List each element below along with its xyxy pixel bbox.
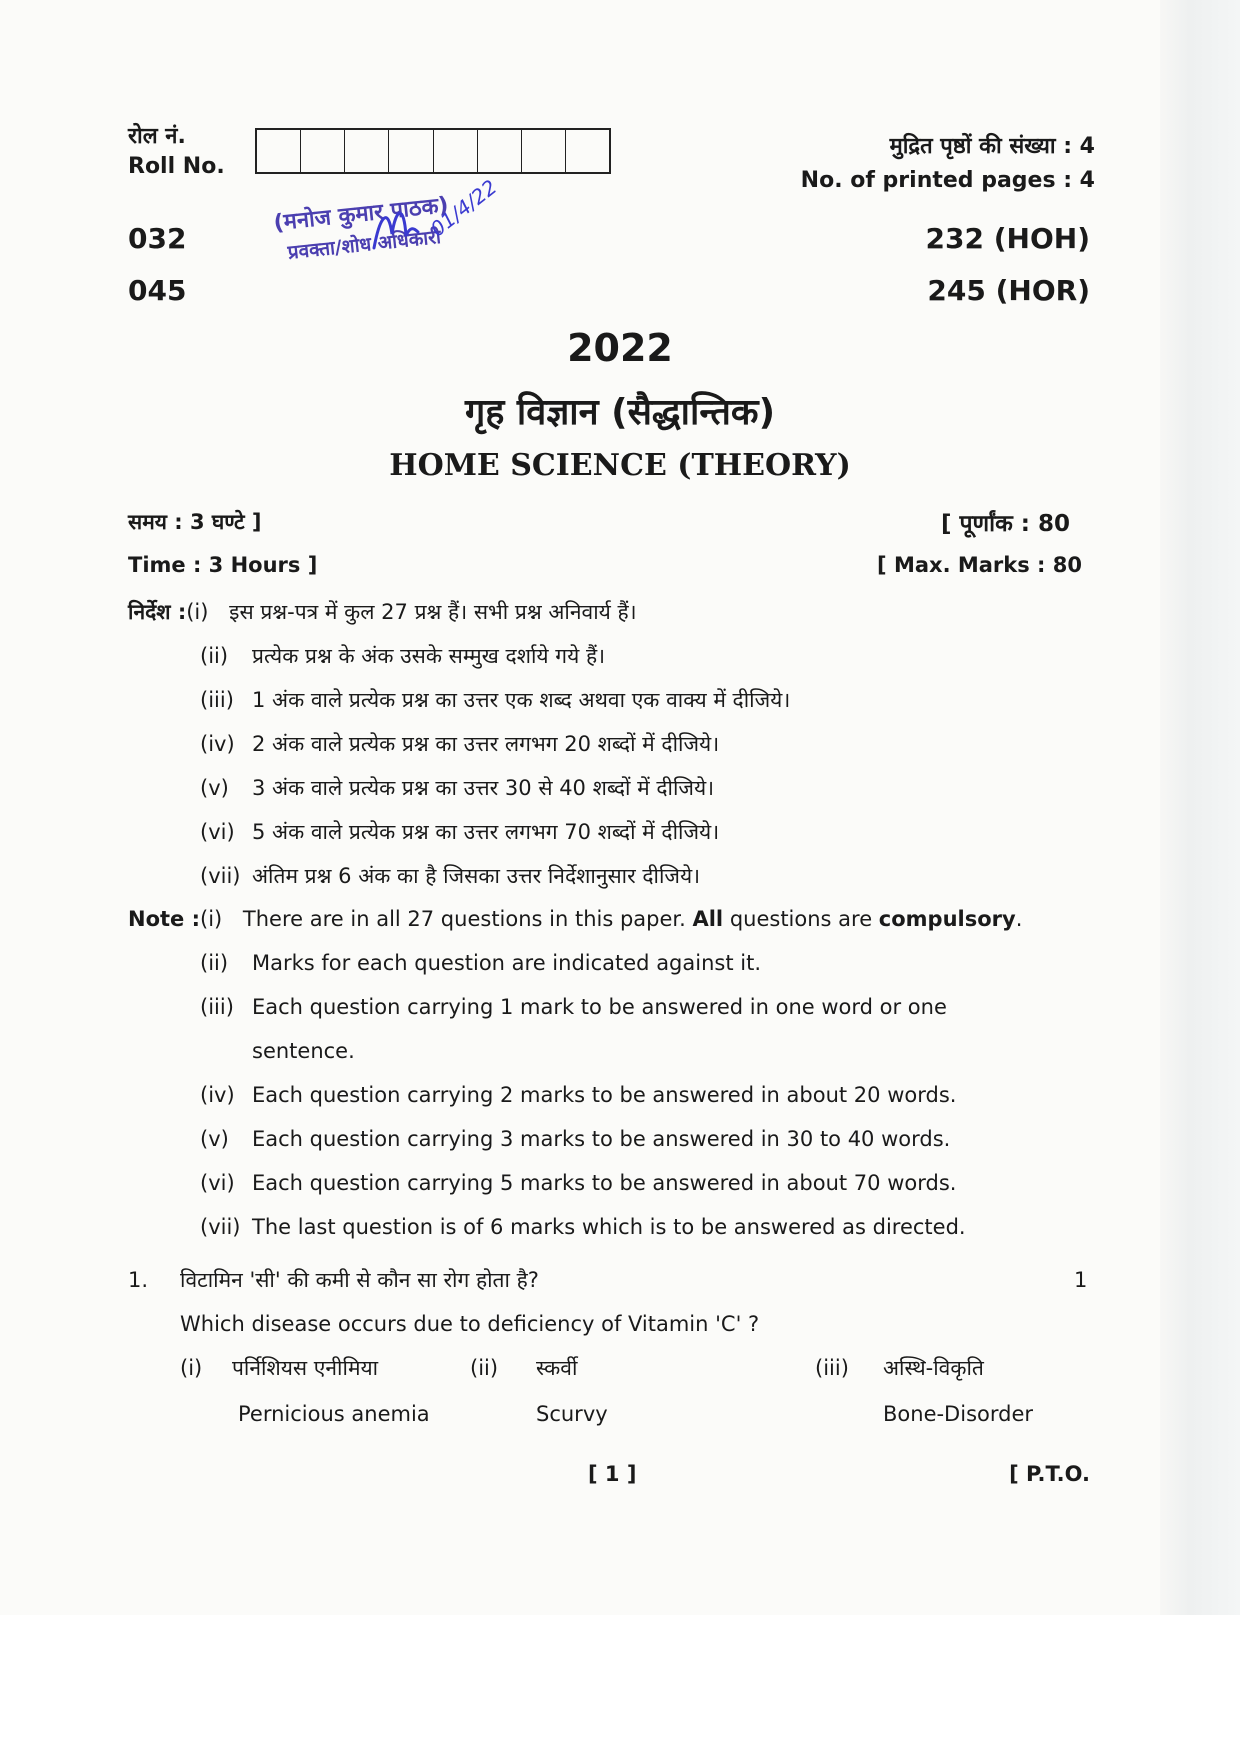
roll-number-label — [128, 122, 225, 182]
instruction-hi-row — [128, 854, 790, 898]
question-marks: 1 — [1074, 1268, 1088, 1292]
instruction-text: The last question is of 6 marks which is to be answered as directed. — [252, 1215, 966, 1239]
option-text-english: Pernicious anemia — [238, 1402, 430, 1426]
signature-date: 01/4/22 — [425, 174, 502, 242]
subject-code-right-2: 245 (HOR) — [927, 274, 1090, 307]
instruction-text — [243, 907, 1022, 931]
instruction-text: 5 अंक वाले प्रत्येक प्रश्न का उत्तर लगभग 70 शब्दों में दीजिये। — [252, 820, 720, 844]
instruction-number: (iv) — [200, 732, 235, 756]
instruction-number: (i) — [186, 600, 209, 624]
time-hindi: समय : 3 घण्टे ] — [128, 510, 262, 534]
instruction-text: 1 अंक वाले प्रत्येक प्रश्न का उत्तर एक शब्द अथवा एक वाक्य में दीजिये। — [252, 688, 791, 712]
instruction-text: इस प्रश्न-पत्र में कुल 27 प्रश्न हैं। सभी प्रश्न अनिवार्य हैं। — [229, 600, 637, 624]
instruction-text: Marks for each question are indicated against it. — [252, 951, 761, 975]
option-text-hindi: अस्थि-विकृति — [883, 1356, 984, 1380]
roll-digit-box[interactable] — [345, 130, 389, 172]
exam-year: 2022 — [567, 326, 673, 370]
instruction-emphasis: compulsory — [878, 907, 1016, 931]
printed-pages-info — [801, 130, 1095, 198]
question-text-hindi: विटामिन 'सी' की कमी से कौन सा रोग होता है? — [180, 1268, 539, 1292]
instructions-hindi — [128, 590, 790, 898]
roll-digit-box[interactable] — [301, 130, 345, 172]
roll-digit-box[interactable] — [389, 130, 433, 172]
instruction-hi-row — [128, 634, 790, 678]
instruction-number: (iii) — [200, 688, 234, 712]
option-number: (iii) — [815, 1356, 849, 1380]
option-number: (ii) — [470, 1356, 499, 1380]
question-1 — [128, 1258, 759, 1346]
subject-code-left-2: 045 — [128, 274, 187, 307]
instruction-en-row — [128, 1117, 1022, 1161]
instruction-en-row — [128, 1161, 1022, 1205]
instruction-number: (ii) — [200, 951, 229, 975]
marks-hindi: [ पूर्णांक : 80 — [940, 511, 1070, 537]
please-turn-over: [ P.T.O. — [1009, 1462, 1090, 1486]
page-edge — [1160, 0, 1240, 1615]
instruction-hi-row — [128, 810, 790, 854]
instruction-number: (ii) — [200, 644, 229, 668]
subject-code-left-1: 032 — [128, 222, 187, 255]
instruction-text: 2 अंक वाले प्रत्येक प्रश्न का उत्तर लगभग 20 शब्दों में दीजिये। — [252, 732, 720, 756]
instruction-number: (iii) — [200, 995, 234, 1019]
instruction-emphasis: All — [692, 907, 724, 931]
instruction-number: (i) — [200, 907, 223, 931]
instruction-text: प्रत्येक प्रश्न के अंक उसके सम्मुख दर्शाये गये हैं। — [252, 644, 606, 668]
marks-english: [ Max. Marks : 80 — [877, 553, 1082, 577]
instruction-en-row — [128, 985, 1022, 1029]
roll-digit-box[interactable] — [257, 130, 301, 172]
option-text-hindi: स्कर्वी — [536, 1356, 578, 1380]
roll-digit-box[interactable] — [434, 130, 478, 172]
option-text-hindi: पर्निशियस एनीमिया — [232, 1356, 379, 1380]
instruction-en-row — [128, 1029, 1022, 1073]
instructions-english — [128, 897, 1022, 1249]
option-iii — [815, 1354, 1033, 1426]
option-text-english: Scurvy — [536, 1402, 608, 1426]
option-i — [180, 1354, 430, 1426]
roll-digit-box[interactable] — [478, 130, 522, 172]
roll-label-hindi: रोल नं. — [128, 124, 186, 149]
instruction-number: (v) — [200, 776, 229, 800]
instruction-en-row — [128, 1205, 1022, 1249]
printed-pages-hindi: मुद्रित पृष्ठों की संख्या : 4 — [889, 134, 1095, 159]
instruction-en-row — [128, 897, 1022, 941]
instruction-en-row — [128, 1073, 1022, 1117]
subject-title-english: HOME SCIENCE (THEORY) — [389, 448, 851, 483]
instruction-number: (vii) — [200, 864, 241, 888]
printed-pages-english: No. of printed pages : 4 — [800, 168, 1095, 193]
instruction-en-row — [128, 941, 1022, 985]
instruction-text-part: . — [1015, 907, 1023, 931]
instruction-text: 3 अंक वाले प्रत्येक प्रश्न का उत्तर 30 से 40 शब्दों में दीजिये। — [252, 776, 715, 800]
instruction-text-part: questions are — [723, 907, 879, 931]
option-text-english: Bone-Disorder — [883, 1402, 1034, 1426]
option-ii — [470, 1354, 608, 1426]
subject-title-hindi: गृह विज्ञान (सैद्धान्तिक) — [464, 392, 776, 433]
instructions-english-label: Note : — [128, 907, 200, 931]
question-number: 1. — [128, 1268, 149, 1292]
roll-number-boxes[interactable] — [255, 128, 611, 174]
instruction-number: (vi) — [200, 820, 235, 844]
subject-code-right-1: 232 (HOH) — [925, 222, 1090, 255]
instruction-hi-row — [128, 678, 790, 722]
roll-label-english: Roll No. — [128, 154, 225, 179]
page-number: [ 1 ] — [588, 1462, 637, 1486]
question-text-english: Which disease occurs due to deficiency of Vitamin 'C' ? — [180, 1312, 760, 1336]
instruction-text: Each question carrying 2 marks to be answered in about 20 words. — [252, 1083, 957, 1107]
instruction-text: अंतिम प्रश्न 6 अंक का है जिसका उत्तर निर्देशानुसार दीजिये। — [252, 864, 701, 888]
instruction-text: Each question carrying 3 marks to be answered in 30 to 40 words. — [252, 1127, 951, 1151]
instruction-hi-row — [128, 722, 790, 766]
time-english: Time : 3 Hours ] — [128, 553, 318, 577]
instruction-text-part: There are in all 27 questions in this paper. — [242, 907, 693, 931]
instruction-hi-row — [128, 766, 790, 810]
instruction-text: Each question carrying 1 mark to be answered in one word or one — [252, 995, 947, 1019]
stamp-name: (मनोज कुमार पाठक) — [272, 192, 450, 237]
stamp-designation: प्रवक्ता/शोध अधिकारी — [286, 225, 442, 264]
option-number: (i) — [180, 1356, 203, 1380]
bottom-margin — [0, 1615, 1240, 1754]
instruction-number: (vi) — [200, 1171, 235, 1195]
roll-digit-box[interactable] — [566, 130, 609, 172]
instruction-text: sentence. — [252, 1039, 355, 1063]
instructions-hindi-label: निर्देश : — [128, 600, 187, 624]
question-hindi-row — [128, 1258, 759, 1302]
instruction-number: (v) — [200, 1127, 229, 1151]
instruction-text: Each question carrying 5 marks to be answered in about 70 words. — [252, 1171, 957, 1195]
instruction-hi-row — [128, 590, 790, 634]
instruction-number: (iv) — [200, 1083, 235, 1107]
instruction-number: (vii) — [200, 1215, 241, 1239]
roll-digit-box[interactable] — [522, 130, 566, 172]
